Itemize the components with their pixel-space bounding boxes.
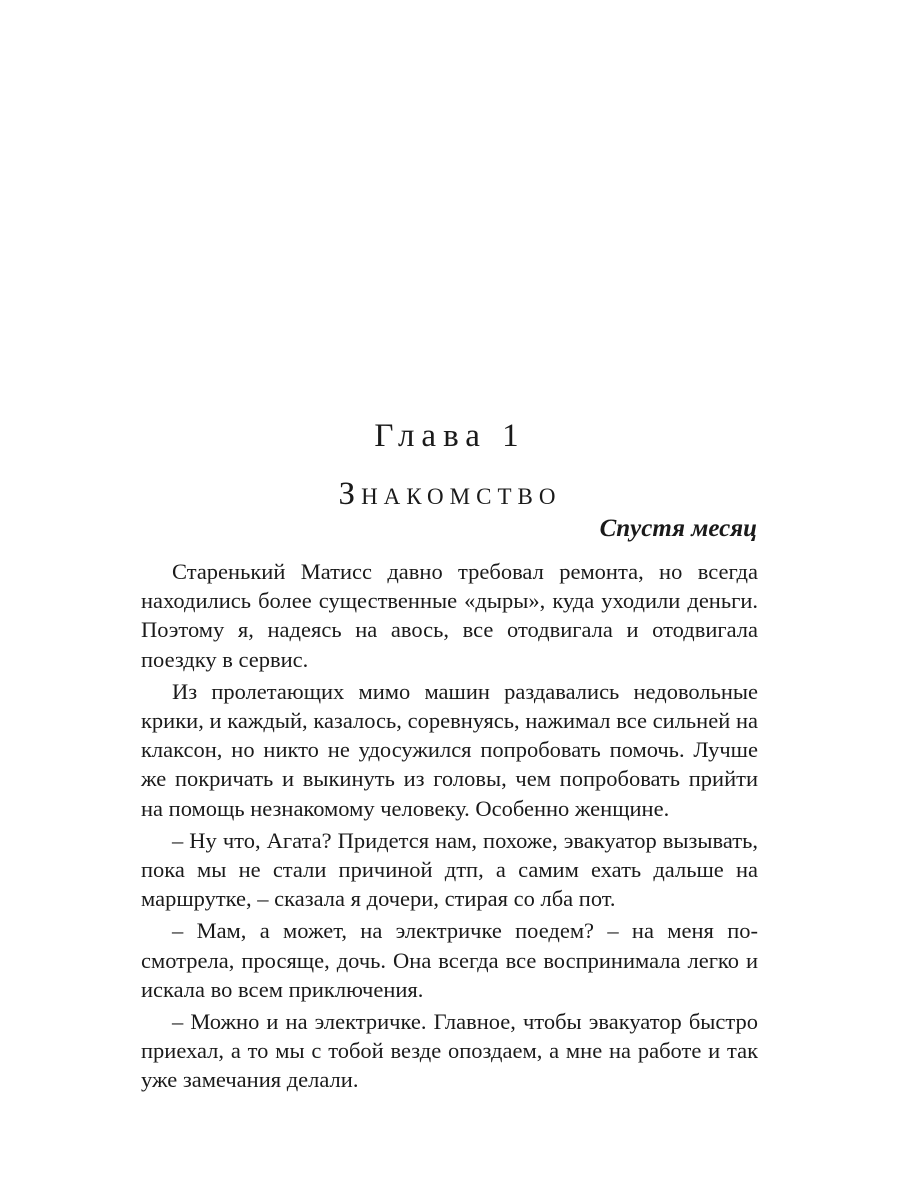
- paragraph: – Ну что, Агата? Придется нам, похоже, эвакуатор вызывать, пока мы не стали причиной дтп, а самим ехать дальше на маршрутке, – сказала я дочери, стирая со лба пот.: [141, 827, 758, 912]
- paragraph: – Можно и на электричке. Главное, чтобы эвакуатор быстро приехал, а то мы с тобой везде опоздаем, а мне на работе и так уже замечания делали.: [141, 1009, 758, 1093]
- chapter-epigraph: Спустя месяц: [599, 515, 757, 542]
- paragraph: – Мам, а может, на электричке поедем? – на меня посмотрела, просяще, дочь. Она всегда все воспринимала легко и искала во всем приключения.: [141, 918, 758, 1002]
- paragraph: Из пролетающих мимо машин раздавались недовольные крики, и каждый, казалось, соревнуясь, нажимал все сильней на клаксон, но никто не удосужился попробовать помочь. Лучше же покричать и выкинуть из головы, чем попробовать прийти на помощь незнакомому человеку. Особенно женщине.: [141, 678, 758, 821]
- chapter-number: Глава 1: [374, 418, 526, 454]
- chapter-body: [141, 557, 758, 1098]
- paragraph: Старенький Матисс давно требовал ремонта, но всегда находились более существенные «дыры», куда уходили деньги. Поэтому я, надеясь на авось, все отодвигала и отодвигала поездку в сервис.: [141, 559, 758, 672]
- chapter-title: Знакомство: [338, 476, 562, 512]
